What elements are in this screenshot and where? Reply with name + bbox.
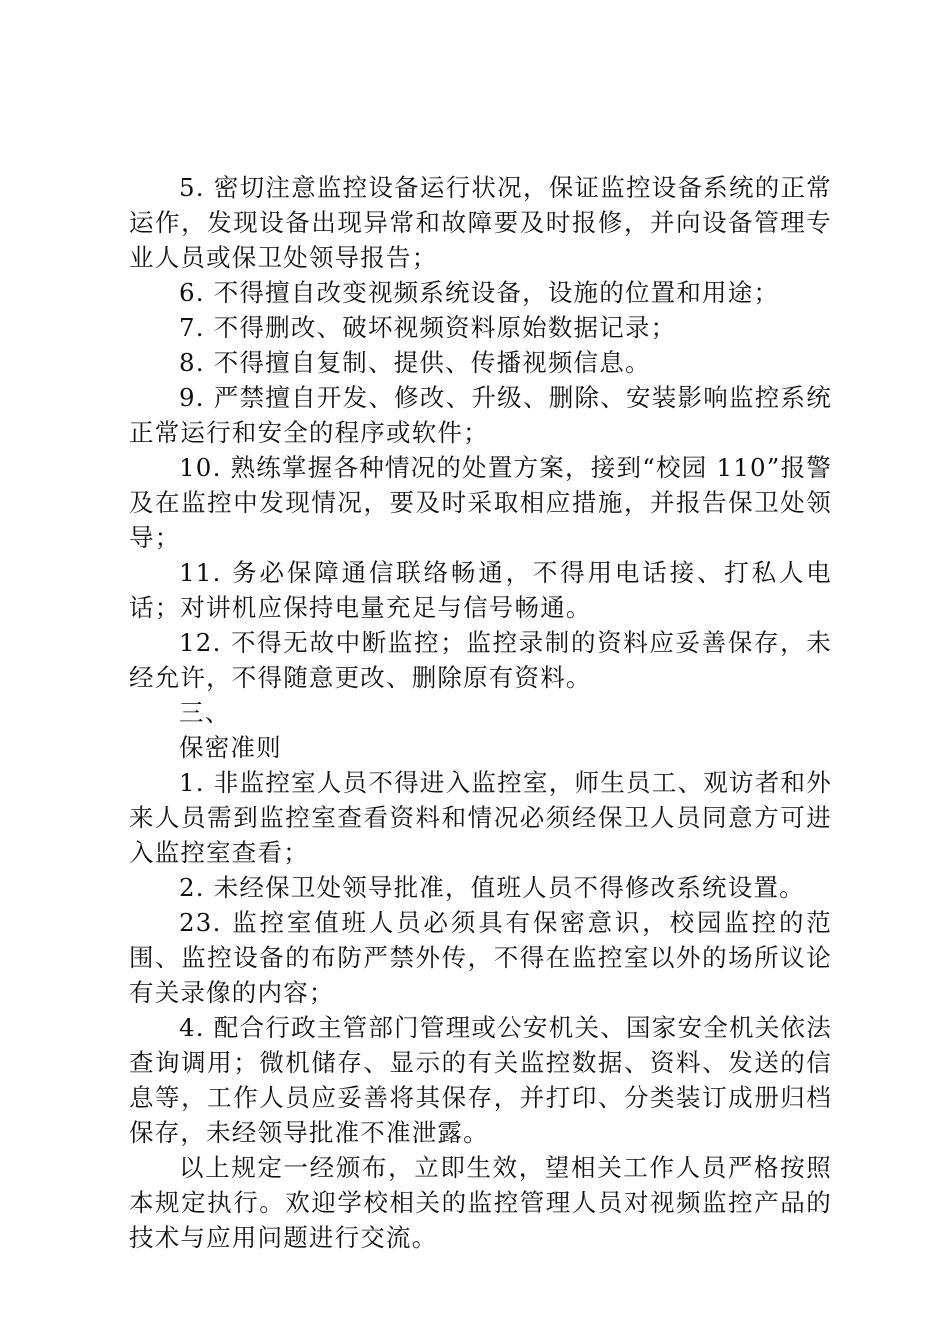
rule-10: 10. 熟练掌握各种情况的处置方案，接到“校园 110”报警及在监控中发现情况，要及时采取相应措施，并报告保卫处领导； [129, 453, 832, 552]
section-heading: 保密准则 [179, 733, 282, 762]
confidentiality-rule-4: 4. 配合行政主管部门管理或公安机关、国家安全机关依法查询调用；微机储存、显示的有关监控数据、资料、发送的信息等，工作人员应妥善将其保存，并打印、分类装订成册归档保存，未经领导批准不准泄露。 [129, 1013, 832, 1147]
rule-12: 12. 不得无故中断监控；监控录制的资料应妥善保存，未经允许，不得随意更改、删除原有资料。 [129, 628, 832, 692]
rule-6: 6. 不得擅自改变视频系统设备，设施的位置和用途； [179, 278, 780, 307]
rule-5: 5. 密切注意监控设备运行状况，保证监控设备系统的正常运作，发现设备出现异常和故障要及时报修，并向设备管理专业人员或保卫处领导报告； [129, 173, 832, 272]
section-number: 三、 [179, 698, 231, 727]
confidentiality-rule-1: 1. 非监控室人员不得进入监控室，师生员工、观访者和外来人员需到监控室查看资料和情况必须经保卫人员同意方可进入监控室查看； [129, 768, 832, 867]
document-body [129, 170, 832, 1255]
rule-8: 8. 不得擅自复制、提供、传播视频信息。 [179, 348, 651, 377]
rule-7: 7. 不得删改、破坏视频资料原始数据记录； [179, 313, 677, 342]
confidentiality-rule-3: 23. 监控室值班人员必须具有保密意识，校园监控的范围、监控设备的布防严禁外传，不得在监控室以外的场所议论有关录像的内容； [129, 908, 832, 1007]
closing-paragraph: 以上规定一经颁布，立即生效，望相关工作人员严格按照本规定执行。欢迎学校相关的监控管理人员对视频监控产品的技术与应用问题进行交流。 [129, 1153, 832, 1252]
rule-11: 11. 务必保障通信联络畅通，不得用电话接、打私人电话；对讲机应保持电量充足与信号畅通。 [129, 558, 832, 622]
confidentiality-rule-2: 2. 未经保卫处领导批准，值班人员不得修改系统设置。 [179, 873, 805, 902]
rule-9: 9. 严禁擅自开发、修改、升级、删除、安装影响监控系统正常运行和安全的程序或软件； [129, 383, 832, 447]
